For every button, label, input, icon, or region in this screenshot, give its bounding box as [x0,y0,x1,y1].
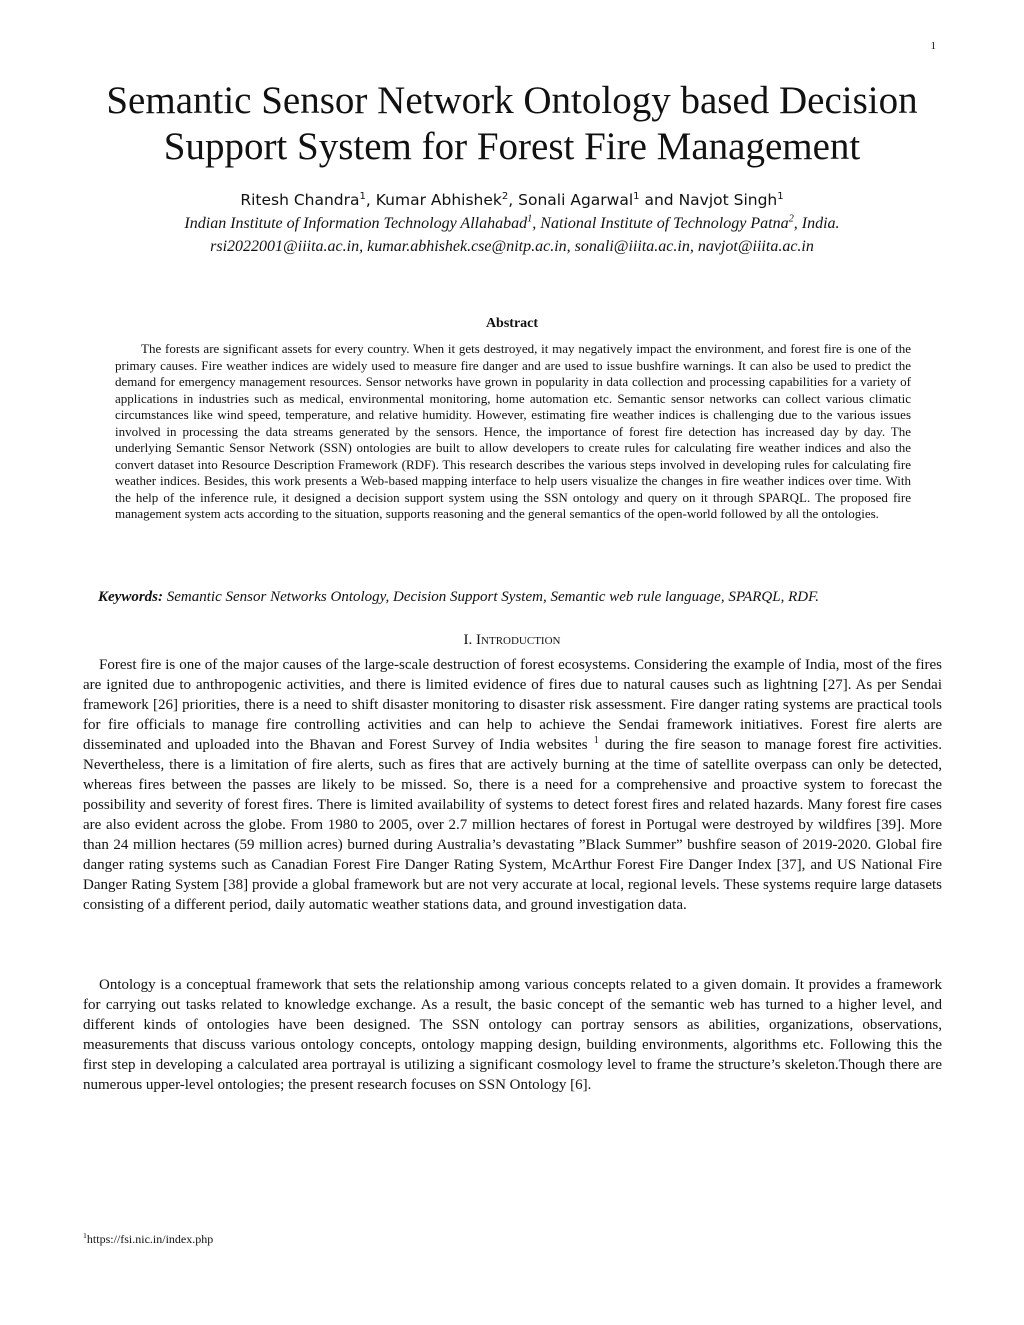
footnote-link[interactable]: https://fsi.nic.in/index.php [86,1232,214,1246]
keywords [98,589,938,606]
affiliation-nit: National Institute of Technology Patna [540,215,789,232]
affiliation-mark: 1 [527,213,533,225]
section-number: I. [463,632,473,648]
footnote-reference: 1 [593,735,599,746]
section-heading [40,632,984,649]
author-name: Navjot Singh [678,191,778,209]
affiliation-country: India. [801,215,840,232]
author-separator: , [365,191,376,209]
keywords-text: Semantic Sensor Networks Ontology, Decision Support System, Semantic web rule language, SPARQL, RDF. [166,589,820,605]
author-name: Kumar Abhishek [375,191,502,209]
intro-paragraph [83,655,942,915]
section-title: Introduction [476,632,561,648]
footnote-mark: 1 [83,1231,87,1240]
page-number: 1 [930,40,936,52]
intro-text: during the fire season to manage forest fire activities. Nevertheless, there is a limitation of fire alerts, such as fires that are actively burning at the time of satellite overpass can only be detected, whereas fires between the passes are likely to be missed. So, there is a need for a comprehensive and proactive system to forecast the possibility and severity of forest fires. There is limited availability of systems to detect forest fires and related hazards. Many forest fire cases are also evident across the globe. From 1980 to 2005, over 2.7 million hectares of forest in Portugal were destroyed by wildfires [39]. More than 24 million hectares (59 million acres) burned during Australia’s devastating ”Black Summer” bushfire season of 2019-2020. Global fire danger rating systems such as Canadian Forest Fire Danger Rating System, McArthur Forest Fire Danger Index [37], and US National Fire Danger Rating System [38] provide a global framework but are not very accurate at local, regional levels. These systems require large datasets consisting of a different period, daily automatic weather stations data, and ground investigation data. [83,737,943,913]
affiliation-mark: 2 [788,213,794,225]
author-emails: rsi2022001@iiita.ac.in, kumar.abhishek.cse@nitp.ac.in, sonali@iiita.ac.in, navjot@iiita.ac.in [210,238,814,255]
affiliation-iiit: Indian Institute of Information Technology Allahabad [184,215,528,232]
author-affiliation-mark: 2 [501,190,509,202]
author-affiliation-mark: 1 [777,190,784,202]
author-affiliation-mark: 1 [359,190,366,202]
keywords-label: Keywords: [98,589,163,605]
affiliations: Indian Institute of Information Technology Allahabad$^1$, National Institute of Technology Patna$^2$, India. [184,213,840,232]
author-list [40,190,984,210]
paper-title: Semantic Sensor Network Ontology based Decision Support System for Forest Fire Management [106,79,918,168]
author-name: Ritesh Chandra [240,191,360,209]
abstract-heading: Abstract [485,316,539,331]
footnote [83,1232,213,1247]
author-name: Sonali Agarwal [518,191,634,209]
intro-text: Forest fire is one of the major causes of the large-scale destruction of forest ecosystems. Considering the example of India, most of the fires are ignited due to anthropogenic activities, and there is limited evidence of fires due to natural causes such as lightning [27]. As per Sendai framework [26] priorities, there is a need to shift disaster monitoring to disaster risk assessment. Fire danger rating systems are practical tools for fire officials to manage fire controlling activities and can help to achieve the Sendai framework initiatives. Forest fire alerts are disseminated and uploaded into the Bhavan and Forest Survey of India websites [83,657,942,753]
author-separator: and [639,191,679,209]
intro-paragraph: Ontology is a conceptual framework that sets the relationship among various concepts related to a given domain. It provides a framework for carrying out tasks related to knowledge exchange. As a result, the basic concept of the semantic web has turned to a higher level, and different kinds of ontologies have been designed. The SSN ontology can portray sensors as abilities, organizations, observations, measurements that discuss various ontology concepts, ontology mapping design, building environments, algorithms etc. Following this the first step in developing a calculated area portrayal is utilizing a significant cosmology level to frame the structure’s skeleton.Though there are numerous upper-level ontologies; the present research focuses on SSN Ontology [6]. [83,977,942,1093]
abstract-text: The forests are significant assets for every country. When it gets destroyed, it may negatively impact the environment, and forest fire is one of the primary causes. Fire weather indices are widely used to measure fire danger and are used to issue bushfire warnings. It can also be used to predict the demand for emergency management resources. Sensor networks have grown in popularity in data collection and processing capabilities for a variety of applications in industries such as medical, environmental monitoring, home automation etc. Semantic sensor networks can collect various climatic circumstances like wind speed, temperature, and relative humidity. However, estimating fire weather indices is challenging due to the various issues involved in processing the data streams generated by the sensors. Hence, the importance of forest fire detection has increased day by day. The underlying Semantic Sensor Network (SSN) ontologies are built to allow developers to create rules for calculating fire weather indices and also the convert dataset into Resource Description Framework (RDF). This research describes the various steps involved in developing rules for calculating fire weather indices. Besides, this work presents a Web-based mapping interface to help users visualize the changes in fire weather indices over time. With the help of the inference rule, it designed a decision support system using the SSN ontology and query on it through SPARQL. The proposed fire management system acts according to the situation, supports reasoning and the general semantics of the open-world followed by all the ontologies. [115,341,911,521]
author-affiliation-mark: 1 [633,190,640,202]
author-separator: , [508,191,519,209]
